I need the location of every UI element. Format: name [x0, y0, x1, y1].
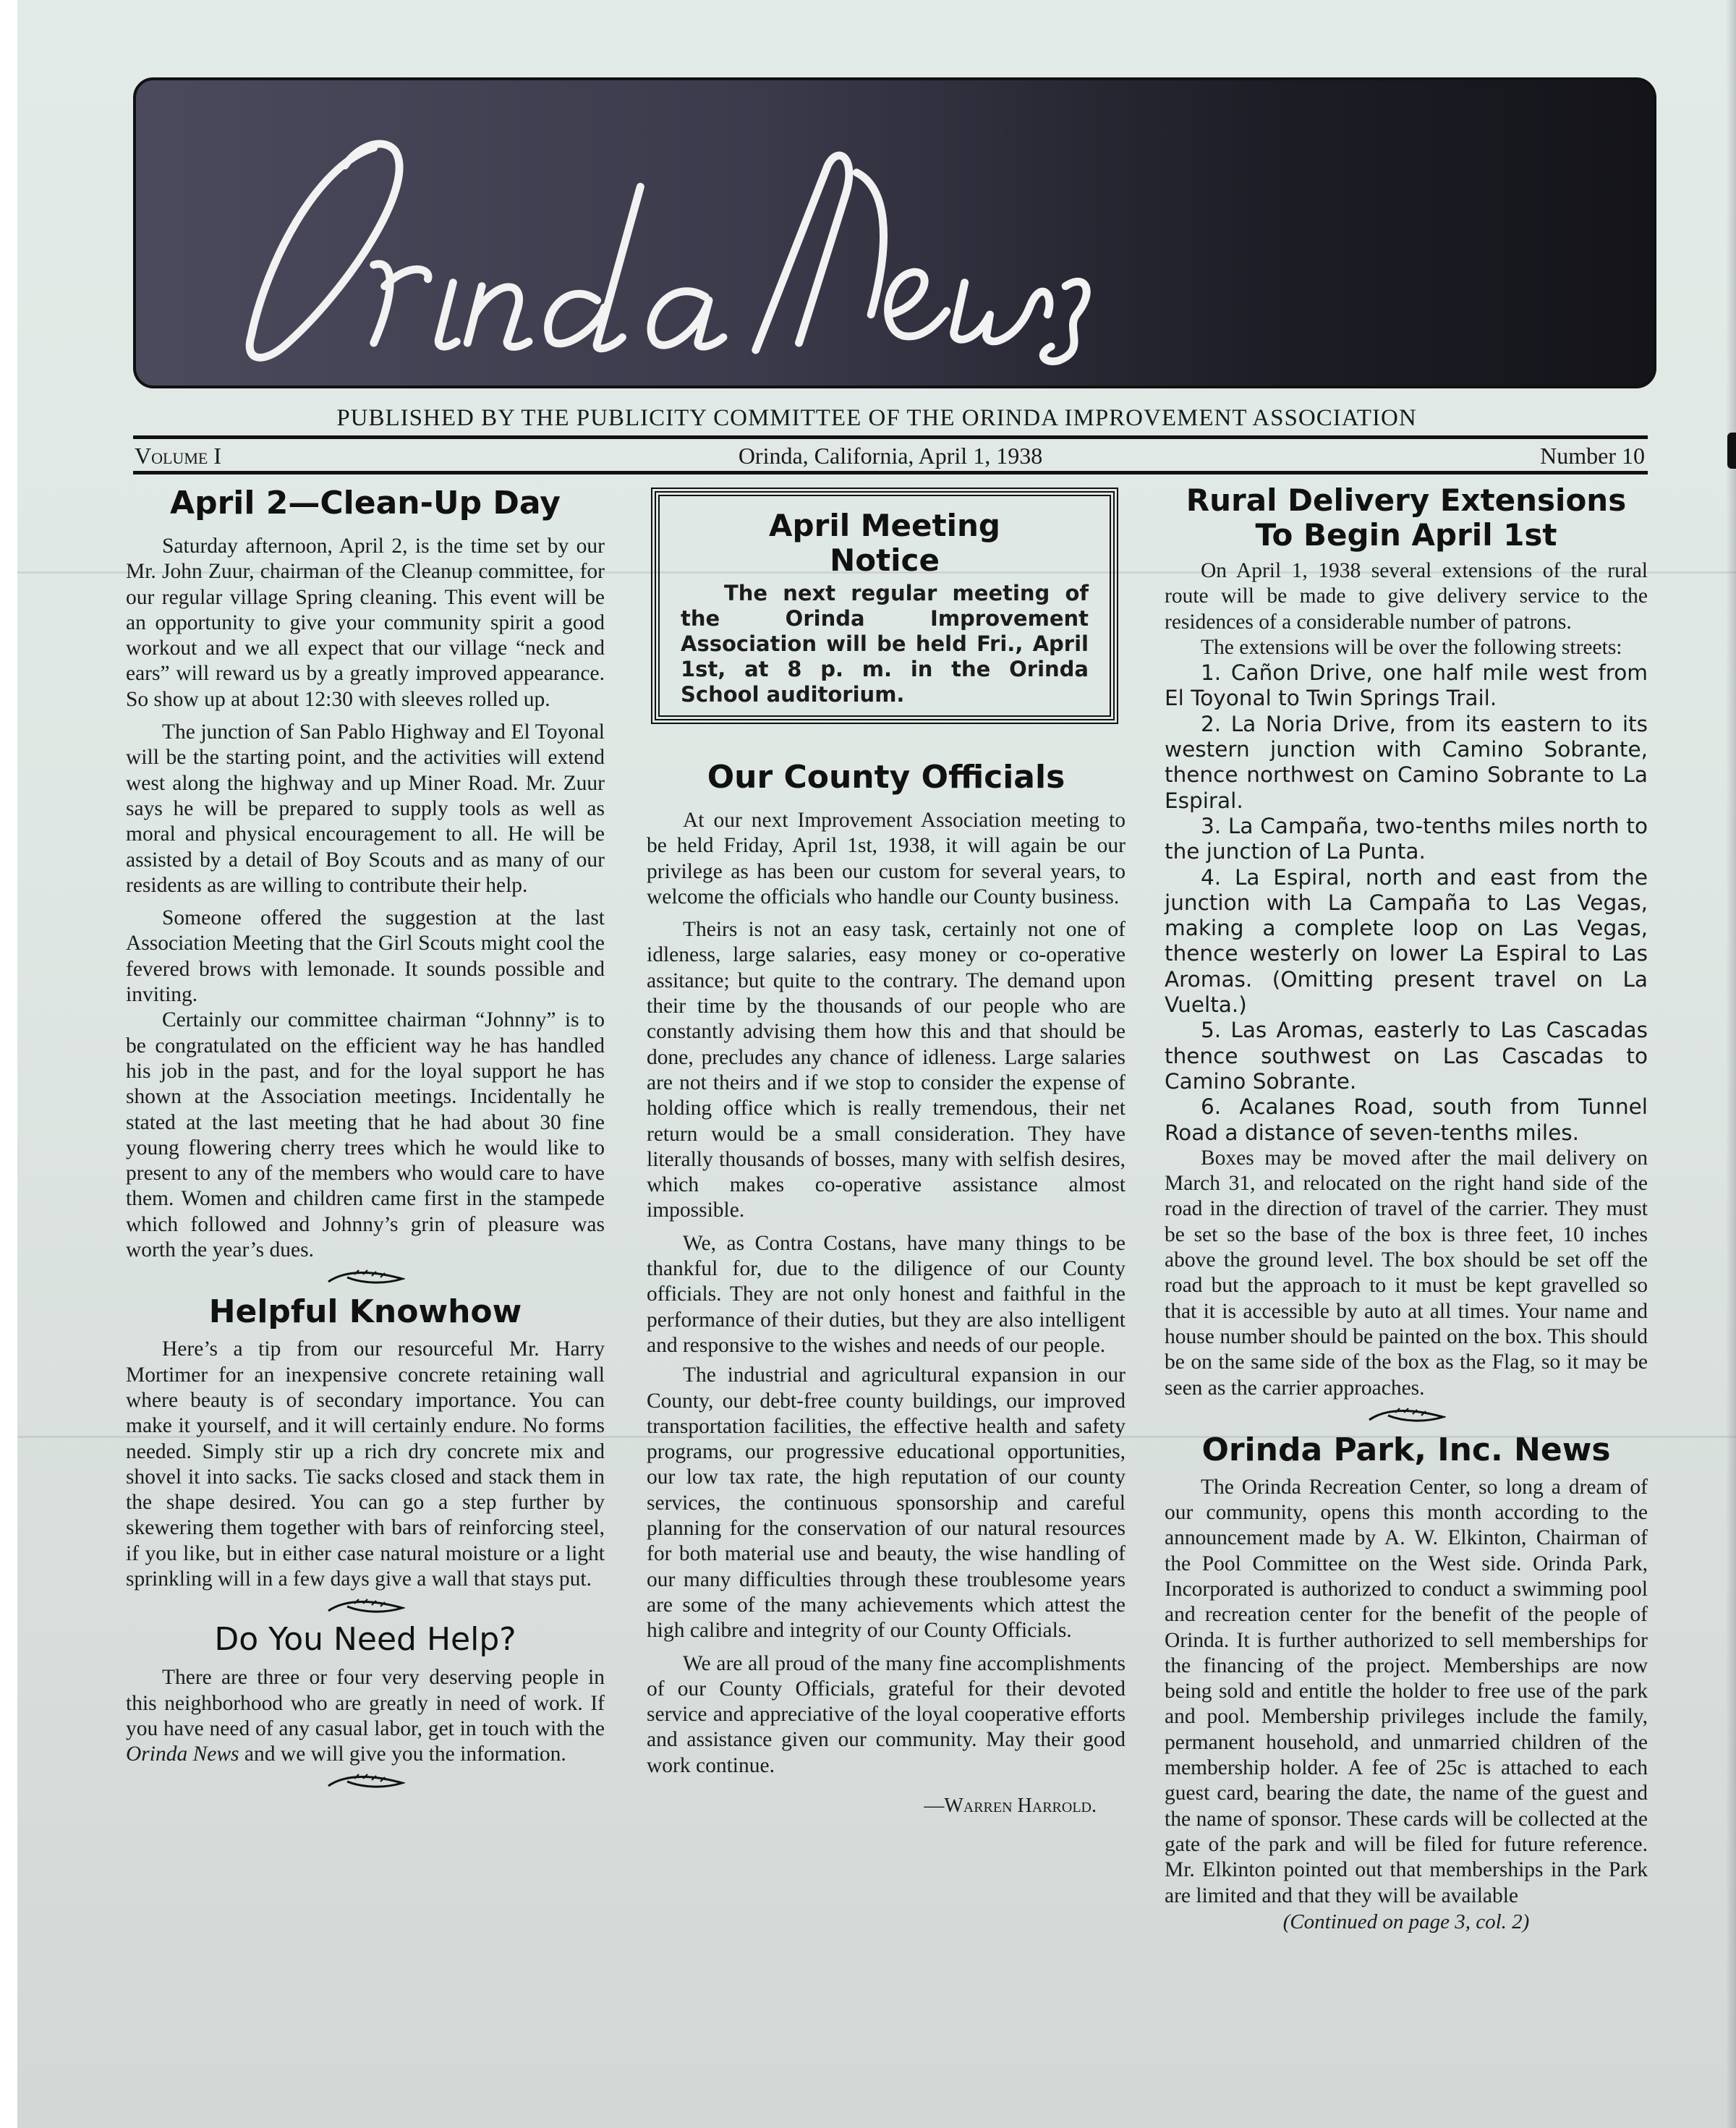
- masthead-banner: [133, 77, 1656, 388]
- headline-rural-delivery-2: To Begin April 1st: [1255, 517, 1557, 553]
- header-rule-bottom: [133, 471, 1648, 474]
- newspaper-page: [17, 0, 1736, 2128]
- dateline: Orinda, California, April 1, 1938: [738, 443, 1043, 469]
- paragraph: Boxes may be moved after the mail delivery on March 31, and relocated on the right hand side of the road in the direction of travel of the carrier. They must be set so the base of the box is three feet, 10 inches above the ground level. The box should be set off the road but the approach to it must be kept gravelled so that it is accessible by auto at all times. Your name and house number should be painted on the box. This should be on the same side of the box as the Flag, so it may be seen as the carrier approaches.: [1165, 1146, 1648, 1400]
- street-list-item: 3. La Campaña, two-tenths miles north to the junction of La Punta.: [1165, 813, 1648, 864]
- publication-name: Orinda News: [126, 1742, 239, 1766]
- article-rural-delivery: [1165, 483, 1648, 1424]
- article-helpful-knowhow: [126, 1292, 605, 1615]
- street-list-item: 6. Acalanes Road, south from Tunnel Road a distance of seven-tenths miles.: [1165, 1094, 1648, 1145]
- paragraph: Theirs is not an easy task, certainly not one of idleness, large salaries, easy money or co-operative assitance; but quite to the contrary. The demand upon their time by the thousands of our people who are constantly advising them how this and that should be done, precludes any chance of idleness. Large salaries are not theirs and if we stop to consider the expense of holding office which is really tremendous, their net return would be a small consideration. They have literally thousands of bosses, many with selfish desires, which makes co-operative assistance almost impossible.: [647, 918, 1126, 1222]
- meeting-notice-box: [651, 488, 1118, 724]
- paragraph: There are three or four very deserving people in this neighborhood who are greatly in need of work. If you have need of any casual labor, get in touch with the Orinda News and we will give you the information.: [126, 1666, 605, 1766]
- headline-cleanup: April 2—Clean-Up Day: [170, 485, 561, 522]
- column-right: [1165, 483, 1648, 1934]
- headline-orinda-park: Orinda Park, Inc. News: [1201, 1431, 1611, 1468]
- script-title-icon: [136, 80, 1654, 386]
- issue-number: Number 10: [1540, 443, 1645, 469]
- paragraph: The industrial and agricultural expansion in our County, our debt-free county buildings, our improved transportation facilities, the effective health and safety programs, our progressive educational opportunities, our low tax rate, the high reputation of our county services, the continuous sponsorship and careful planning for the conservation of our natural resources for both material use and beauty, the wise handling of our many difficulties through these troublesome years are some of the many achievements which attest the high calibre and integrity of our County Officials.: [647, 1363, 1126, 1643]
- paragraph: Here’s a tip from our resourceful Mr. Harry Mortimer for an inexpensive concrete retaining wall where beauty is of secondary importance. You can make it yourself, and it will certainly endure. No forms needed. Simply stir up a rich dry concrete mix and shovel it into sacks. Tie sacks closed and stack them in the shape desired. You can go a step further by skewering them together with bars of reinforcing steel, if you like, but in either case natural moisture or a light sprinkling will in a few days give a wall that stays put.: [126, 1337, 605, 1591]
- meeting-notice-text: The next regular meeting of the Orinda Improvement Association will be held Fri., April 1st, at 8 p. m. in the Orinda School auditorium.: [681, 581, 1089, 707]
- street-list-item: 2. La Noria Drive, from its eastern to its western junction with Camino Sobrante, thence northwest on Camino Sobrante to La Espiral.: [1165, 711, 1648, 813]
- paragraph: We, as Contra Costans, have many things to be thankful for, due to the diligence of our County officials. They are not only honest and faithful in the performance of their duties, but they are also intelligent and responsive to the wishes and needs of our people.: [647, 1231, 1126, 1357]
- paragraph: Someone offered the suggestion at the last Association Meeting that the Girl Scouts might cool the fevered brows with lemonade. It sounds possible and inviting.: [126, 906, 605, 1007]
- street-list-item: 5. Las Aromas, easterly to Las Cascadas thence southwest on Las Cascadas to Camino Sobrante.: [1165, 1018, 1648, 1094]
- column-left: [126, 483, 605, 1796]
- volume-label: Volume I: [135, 443, 221, 469]
- leaf-ornament-icon: [1366, 1405, 1446, 1424]
- paragraph: On April 1, 1938 several extensions of the rural route will be made to give delivery service to the residences of a considerable number of patrons.: [1165, 559, 1648, 634]
- headline-rural-delivery-1: Rural Delivery Extensions: [1186, 482, 1627, 518]
- paragraph: The Orinda Recreation Center, so long a dream of our community, opens this month according to the announcement made by A. W. Elkinton, Chairman of the Pool Committee on the West side. Orinda Park, Incorporated is authorized to conduct a swimming pool and recreation center for the benefit of the people of Orinda. It is further authorized to sell memberships for the financing of the project. Memberships are now being sold and entitle the holder to free use of the park and pool. Membership privileges include the family, permanent household, and unmarried children of the membership holder. A fee of 25c is attached to each guest card, bearing the date, the name of the guest and the name of sponsor. These cards will be collected at the gate of the park and will be filed for future reference. Mr. Elkinton pointed out that memberships in the Park are limited and that they will be available: [1165, 1475, 1648, 1907]
- paragraph: The junction of San Pablo Highway and El Toyonal will be the starting point, and the activities will extend west along the highway and up Miner Road. Mr. Zuur says he will be prepared to supply tools as well as moral and physical encouragement to all. He will be assisted by a detail of Boy Scouts and as many of our residents as are willing to contribute their help.: [126, 720, 605, 897]
- publisher-line: PUBLISHED BY THE PUBLICITY COMMITTEE OF THE ORINDA IMPROVEMENT ASSOCIATION: [336, 405, 1417, 431]
- dateline-bar: [133, 443, 1648, 469]
- leaf-ornament-icon: [326, 1267, 405, 1286]
- headline-meeting-notice-1: April Meeting: [769, 508, 1000, 543]
- article-orinda-park: [1165, 1430, 1648, 1934]
- leaf-ornament-icon: [326, 1771, 405, 1790]
- headline-knowhow: Helpful Knowhow: [208, 1293, 522, 1331]
- author-signature: —Warren Harrold.: [924, 1794, 1097, 1817]
- street-list-item: 1. Cañon Drive, one half mile west from El Toyonal to Twin Springs Trail.: [1165, 660, 1648, 711]
- column-middle: [647, 483, 1126, 1818]
- paragraph: The extensions will be over the following streets:: [1201, 635, 1622, 659]
- header-rule-top: [133, 435, 1648, 439]
- paragraph: Certainly our committee chairman “Johnny” is to be congratulated on the efficient way he has handled his job in the past, and for the loyal support he has shown at the Association meetings. Incidentally he stated at the last meeting that he had about 30 fine young flowering cherry trees which he would like to present to any of the members who would care to have them. Women and children came first in the stampede which followed and Johnny’s grin of pleasure was worth the year’s dues.: [126, 1008, 605, 1262]
- headline-need-help: Do You Need Help?: [214, 1621, 516, 1659]
- paragraph: We are all proud of the many fine accomplishments of our County Officials, grateful for their devoted service and appreciative of the loyal cooperative efforts and assistance given our community. May their good work continue.: [647, 1651, 1126, 1777]
- article-county-officials: [647, 757, 1126, 1818]
- article-need-help: [126, 1621, 605, 1790]
- street-list-item: 4. La Espiral, north and east from the junction with La Campaña to Las Vegas, making a complete loop on Las Vegas, thence westerly on lower La Espiral to Las Aromas. (Omitting present travel on La Vuelta.): [1165, 864, 1648, 1018]
- headline-county-officials: Our County Officials: [707, 759, 1065, 796]
- continued-notice: (Continued on page 3, col. 2): [1282, 1910, 1530, 1933]
- headline-meeting-notice-2: Notice: [830, 542, 940, 578]
- leaf-ornament-icon: [326, 1596, 405, 1615]
- paragraph: Saturday afternoon, April 2, is the time set by our Mr. John Zuur, chairman of the Cleanup committee, for our regular village Spring cleaning. This event will be an opportunity to give your community spirit a good workout and we all expect that our village “neck and ears” will reward us by a greatly improved appearance. So show up at about 12:30 with sleeves rolled up.: [126, 535, 605, 711]
- binder-tab: [1727, 433, 1736, 469]
- page-edge-shadow: [1726, 0, 1736, 2128]
- article-cleanup-day: [126, 483, 605, 1286]
- paragraph: At our next Improvement Association meeting to be held Friday, April 1st, 1938, it will again be our privilege as has been our custom for several years, to welcome the officials who handle our County business.: [647, 809, 1126, 908]
